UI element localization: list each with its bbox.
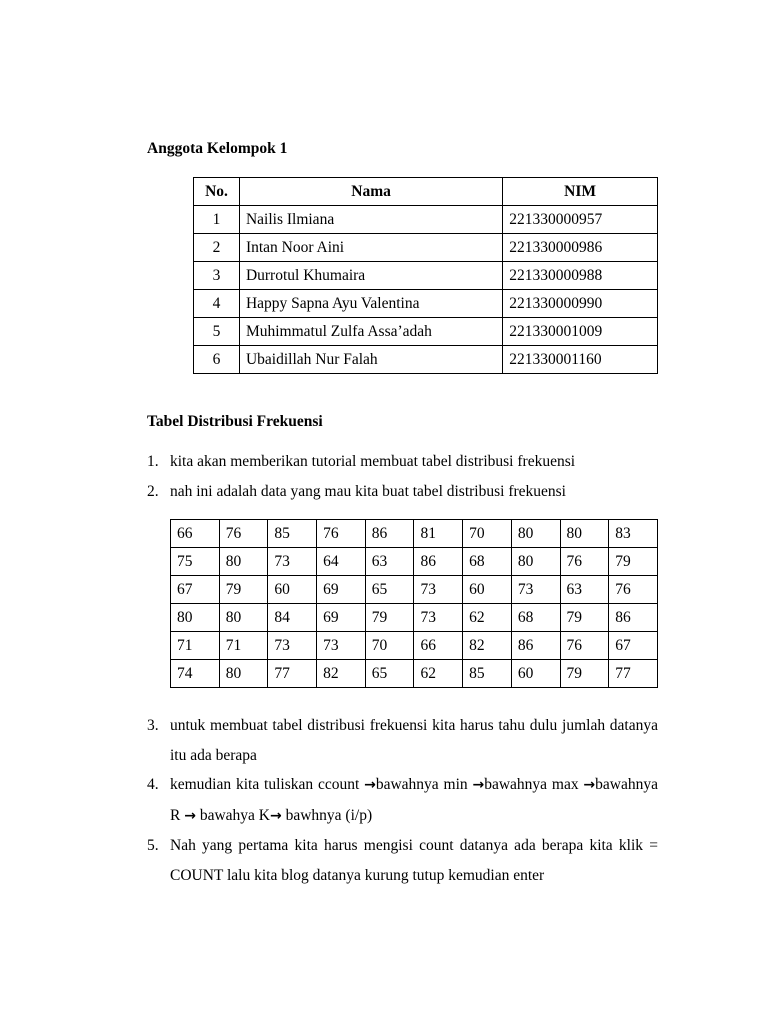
data-cell: 76: [560, 548, 609, 576]
data-cell: 68: [463, 548, 512, 576]
data-cell: 73: [317, 632, 366, 660]
list-item: [147, 770, 658, 831]
header-no: No.: [194, 178, 240, 206]
list-item-text: untuk membuat tabel distribusi frekuensi kita harus tahu dulu jumlah datanya itu ada berapa: [170, 717, 658, 764]
arrow-right-icon: →: [472, 777, 485, 793]
member-name: Nailis Ilmiana: [239, 206, 502, 234]
data-cell: 62: [414, 660, 463, 688]
member-nim: 221330000986: [503, 234, 658, 262]
data-cell: 79: [365, 604, 414, 632]
data-cell: 79: [609, 548, 658, 576]
table-row: [171, 548, 658, 576]
data-cell: 71: [171, 632, 220, 660]
list-item-text-part: bawahnya max: [484, 776, 584, 793]
data-cell: 76: [219, 520, 268, 548]
list-item-number: 3.: [147, 717, 159, 734]
list-item-text: nah ini adalah data yang mau kita buat tabel distribusi frekuensi: [170, 482, 566, 500]
data-cell: 70: [365, 632, 414, 660]
list-item-text-part: bawahnya R: [170, 776, 658, 824]
arrow-right-icon: →: [184, 807, 196, 824]
data-cell: 80: [171, 604, 220, 632]
data-cell: 75: [171, 548, 220, 576]
data-cell: 79: [560, 660, 609, 688]
data-cell: 84: [268, 604, 317, 632]
data-cell: 77: [609, 660, 658, 688]
members-heading: Anggota Kelompok 1: [147, 140, 288, 157]
list-item-number: 2.: [147, 482, 159, 500]
data-cell: 79: [219, 576, 268, 604]
data-cell: 86: [609, 604, 658, 632]
data-cell: 82: [463, 632, 512, 660]
list-item: [147, 447, 658, 477]
member-nim: 221330000990: [503, 290, 658, 318]
data-cell: 80: [511, 548, 560, 576]
data-cell: 73: [511, 576, 560, 604]
list-item: [147, 477, 658, 507]
list-item-number: 5.: [147, 837, 159, 854]
data-cell: 79: [560, 604, 609, 632]
member-nim: 221330000957: [503, 206, 658, 234]
data-cell: 60: [511, 660, 560, 688]
data-cell: 82: [317, 660, 366, 688]
member-name: Durrotul Khumaira: [239, 262, 502, 290]
table-row: [171, 576, 658, 604]
table-row: [194, 262, 658, 290]
members-header-row: [194, 178, 658, 206]
table-row: [194, 346, 658, 374]
list-item-text-part: bawahnya min: [375, 776, 473, 793]
steps-list-intro: [147, 447, 658, 506]
table-row: [171, 632, 658, 660]
data-cell: 73: [268, 548, 317, 576]
data-cell: 76: [560, 632, 609, 660]
member-nim: 221330001160: [503, 346, 658, 374]
data-cell: 70: [463, 520, 512, 548]
data-cell: 67: [171, 576, 220, 604]
data-cell: 80: [560, 520, 609, 548]
table-row: [171, 520, 658, 548]
members-table: [193, 177, 658, 374]
section-heading: Tabel Distribusi Frekuensi: [147, 413, 323, 430]
table-row: [171, 604, 658, 632]
data-cell: 71: [219, 632, 268, 660]
data-cell: 64: [317, 548, 366, 576]
data-cell: 83: [609, 520, 658, 548]
arrow-right-icon: →: [269, 807, 282, 824]
arrow-right-icon: →: [583, 777, 596, 793]
table-row: [194, 234, 658, 262]
data-cell: 63: [365, 548, 414, 576]
table-row: [171, 660, 658, 688]
data-cell: 69: [317, 604, 366, 632]
member-name: Muhimmatul Zulfa Assa’adah: [239, 318, 502, 346]
member-no: 1: [194, 206, 240, 234]
member-no: 2: [194, 234, 240, 262]
data-cell: 80: [219, 660, 268, 688]
member-no: 6: [194, 346, 240, 374]
data-cell: 85: [463, 660, 512, 688]
data-cell: 80: [511, 520, 560, 548]
list-item-text: Nah yang pertama kita harus mengisi count datanya ada berapa kita klik = COUNT lalu kita blog datanya kurung tutup kemudian enter: [170, 837, 658, 884]
header-nim: NIM: [503, 178, 658, 206]
member-name: Ubaidillah Nur Falah: [239, 346, 502, 374]
data-cell: 80: [219, 548, 268, 576]
data-cell: 65: [365, 576, 414, 604]
list-item-text-part: bawahya K: [195, 806, 270, 824]
header-nama: Nama: [239, 178, 502, 206]
list-item: [147, 831, 658, 890]
table-row: [194, 318, 658, 346]
data-cell: 77: [268, 660, 317, 688]
list-item-number: 4.: [147, 776, 159, 793]
data-cell: 66: [414, 632, 463, 660]
data-cell: 69: [317, 576, 366, 604]
data-cell: 66: [171, 520, 220, 548]
data-cell: 67: [609, 632, 658, 660]
data-cell: 76: [609, 576, 658, 604]
data-cell: 68: [511, 604, 560, 632]
list-item-text: kita akan memberikan tutorial membuat tabel distribusi frekuensi: [170, 453, 576, 470]
data-cell: 73: [268, 632, 317, 660]
arrow-right-icon: →: [364, 777, 376, 793]
data-cell: 86: [365, 520, 414, 548]
data-cell: 62: [463, 604, 512, 632]
member-no: 3: [194, 262, 240, 290]
data-cell: 76: [317, 520, 366, 548]
table-row: [194, 206, 658, 234]
member-name: Happy Sapna Ayu Valentina: [239, 290, 502, 318]
data-cell: 65: [365, 660, 414, 688]
list-item-text-part: bawhnya (i/p): [281, 806, 373, 824]
member-no: 4: [194, 290, 240, 318]
data-cell: 81: [414, 520, 463, 548]
member-no: 5: [194, 318, 240, 346]
member-name: Intan Noor Aini: [239, 234, 502, 262]
list-item-text: [170, 770, 658, 831]
data-cell: 63: [560, 576, 609, 604]
data-cell: 60: [463, 576, 512, 604]
member-nim: 221330000988: [503, 262, 658, 290]
data-cell: 86: [414, 548, 463, 576]
data-cell: 74: [171, 660, 220, 688]
list-item-number: 1.: [147, 453, 159, 470]
data-table: [170, 519, 658, 688]
data-cell: 73: [414, 576, 463, 604]
data-cell: 73: [414, 604, 463, 632]
list-item: [147, 711, 658, 770]
member-nim: 221330001009: [503, 318, 658, 346]
list-item-text-part: kemudian kita tuliskan ccount: [170, 776, 365, 793]
data-cell: 86: [511, 632, 560, 660]
data-cell: 60: [268, 576, 317, 604]
steps-list-more: [147, 711, 658, 890]
data-cell: 85: [268, 520, 317, 548]
table-row: [194, 290, 658, 318]
data-cell: 80: [219, 604, 268, 632]
